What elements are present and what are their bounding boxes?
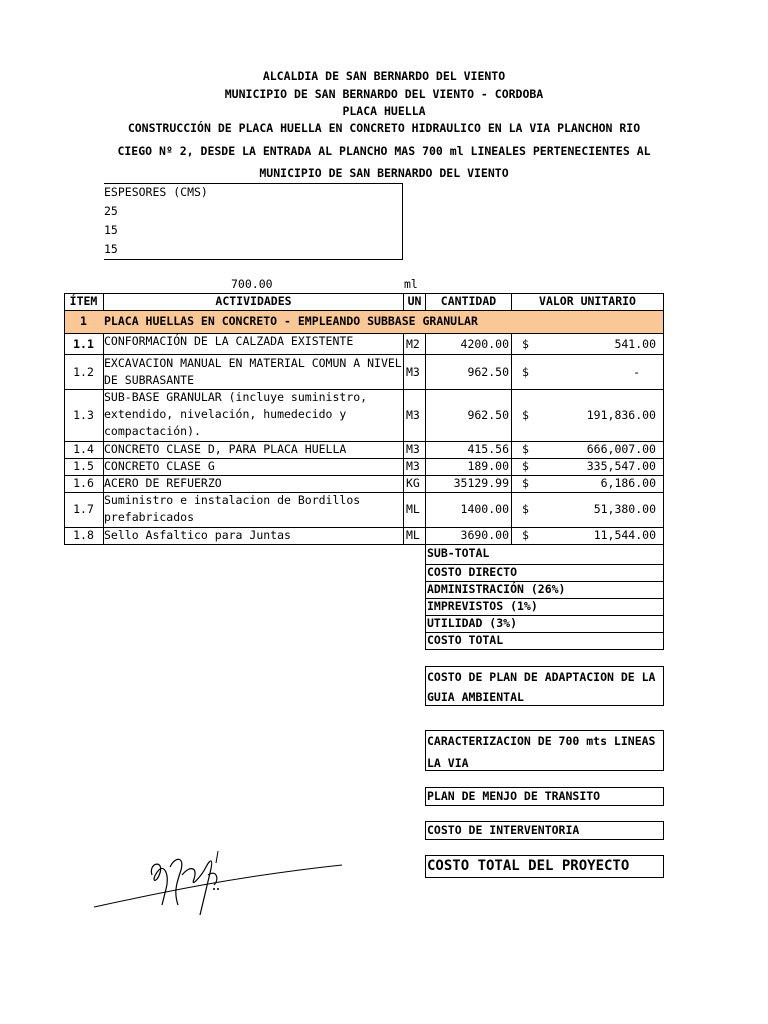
header-line-3: PLACA HUELLA (342, 104, 426, 118)
total-proyecto-label: COSTO TOTAL DEL PROYECTO (427, 858, 630, 874)
row-3-price: 191,836.00 (586, 408, 656, 422)
caracterizacion-label: CARACTERIZACION DE 700 mts LINEAS LA VIA (427, 734, 656, 770)
summary-costo-total: COSTO TOTAL (427, 633, 504, 647)
row-6-unit: KG (406, 476, 420, 490)
row-1-item: 1.1 (73, 337, 94, 351)
row-8-unit: ML (406, 528, 420, 542)
plan-adaptacion-label: COSTO DE PLAN DE ADAPTACION DE LA GUIA AMBIENTAL (427, 670, 656, 704)
row-8-item: 1.8 (73, 528, 94, 542)
plan-adaptacion-box (425, 666, 664, 706)
espesor-value-1: 25 (104, 204, 118, 218)
row-3-activity: SUB-BASE GRANULAR (incluye suministro, extendido, nivelación, humedecido y compactación). (104, 390, 368, 438)
interventoria-label: COSTO DE INTERVENTORIA (427, 823, 580, 837)
row-6-qty: 35129.99 (453, 476, 509, 490)
header-price: VALOR UNITARIO (539, 294, 636, 308)
plan-transito-box (425, 787, 664, 806)
row-1-qty: 4200.00 (460, 337, 509, 351)
row-6-item: 1.6 (73, 476, 94, 490)
row-4-qty: 415.56 (467, 442, 509, 456)
header-qty: CANTIDAD (440, 294, 497, 308)
row-3-currency: $ (522, 408, 529, 422)
row-8-currency: $ (522, 528, 529, 542)
signature-image (90, 845, 350, 920)
summary-costo-directo: COSTO DIRECTO (427, 565, 518, 579)
header-item: ÍTEM (69, 294, 98, 308)
row-8-activity: Sello Asfaltico para Juntas (104, 528, 291, 542)
row-2-item: 1.2 (73, 365, 94, 379)
row-7-qty: 1400.00 (460, 502, 509, 516)
header-line-4: CONSTRUCCIÓN DE PLACA HUELLA EN CONCRETO HIDRAULICO EN LA VIA PLANCHON RIO (127, 121, 641, 135)
row-3-qty: 962.50 (467, 408, 509, 422)
summary-utilidad: UTILIDAD (3%) (427, 616, 518, 630)
row-1-activity: CONFORMACIÓN DE LA CALZADA EXISTENTE (104, 334, 354, 348)
row-7-activity: Suministro e instalacion de Bordillos prefabricados (104, 493, 361, 524)
section-label: PLACA HUELLAS EN CONCRETO - EMPLEANDO SUBBASE GRANULAR (104, 314, 478, 328)
row-5-currency: $ (522, 459, 529, 473)
header-line-1: ALCALDIA DE SAN BERNARDO DEL VIENTO (262, 69, 506, 83)
header-line-6: MUNICIPIO DE SAN BERNARDO DEL VIENTO (259, 166, 509, 180)
row-5-activity: CONCRETO CLASE G (104, 459, 215, 473)
row-7-price: 51,380.00 (593, 502, 656, 516)
header-line-5: CIEGO Nº 2, DESDE LA ENTRADA AL PLANCHO MAS 700 ml LINEALES PERTENECIENTES AL (117, 144, 651, 158)
summary-subtotal: SUB-TOTAL (427, 546, 490, 560)
interventoria-box (425, 821, 664, 840)
row-4-unit: M3 (406, 442, 420, 456)
row-4-activity: CONCRETO CLASE D, PARA PLACA HUELLA (104, 442, 347, 456)
caracterizacion-box (425, 730, 664, 771)
row-4-item: 1.4 (73, 442, 94, 456)
espesor-value-2: 15 (104, 223, 118, 237)
row-5-price: 335,547.00 (586, 459, 656, 473)
row-4-price: 666,007.00 (586, 442, 656, 456)
row-3-item: 1.3 (73, 408, 94, 422)
total-proyecto-box (425, 855, 664, 878)
row-2-activity: EXCAVACION MANUAL EN MATERIAL COMUN A NIVEL DE SUBRASANTE (104, 356, 402, 387)
espesor-value-3: 15 (104, 242, 118, 256)
length-unit: ml (404, 277, 418, 291)
row-7-currency: $ (522, 502, 529, 516)
row-7-item: 1.7 (73, 502, 94, 516)
header-line-2: MUNICIPIO DE SAN BERNARDO DEL VIENTO - CORDOBA (224, 87, 544, 101)
section-item: 1 (80, 314, 87, 328)
row-6-currency: $ (522, 476, 529, 490)
row-6-activity: ACERO DE REFUERZO (104, 476, 222, 490)
row-2-unit: M3 (406, 365, 420, 379)
row-6-price: 6,186.00 (600, 476, 656, 490)
length-value: 700.00 (231, 277, 273, 291)
espesores-title: ESPESORES (CMS) (104, 185, 208, 199)
row-1-unit: M2 (406, 337, 420, 351)
row-2-price: - (633, 365, 640, 379)
row-2-qty: 962.50 (467, 365, 509, 379)
row-4-currency: $ (522, 442, 529, 456)
row-8-price: 11,544.00 (593, 528, 656, 542)
row-2-currency: $ (522, 365, 529, 379)
row-5-item: 1.5 (73, 459, 94, 473)
row-1-currency: $ (522, 337, 529, 351)
row-3-unit: M3 (406, 408, 420, 422)
header-unit: UN (407, 294, 422, 308)
row-1-price: 541.00 (614, 337, 656, 351)
summary-imprevistos: IMPREVISTOS (1%) (427, 599, 538, 613)
row-5-qty: 189.00 (467, 459, 509, 473)
summary-administracion: ADMINISTRACIÓN (26%) (427, 582, 566, 596)
row-8-qty: 3690.00 (460, 528, 509, 542)
row-5-unit: M3 (406, 459, 420, 473)
header-activity: ACTIVIDADES (215, 294, 292, 308)
plan-transito-label: PLAN DE MENJO DE TRANSITO (427, 789, 601, 803)
row-7-unit: ML (406, 502, 420, 516)
